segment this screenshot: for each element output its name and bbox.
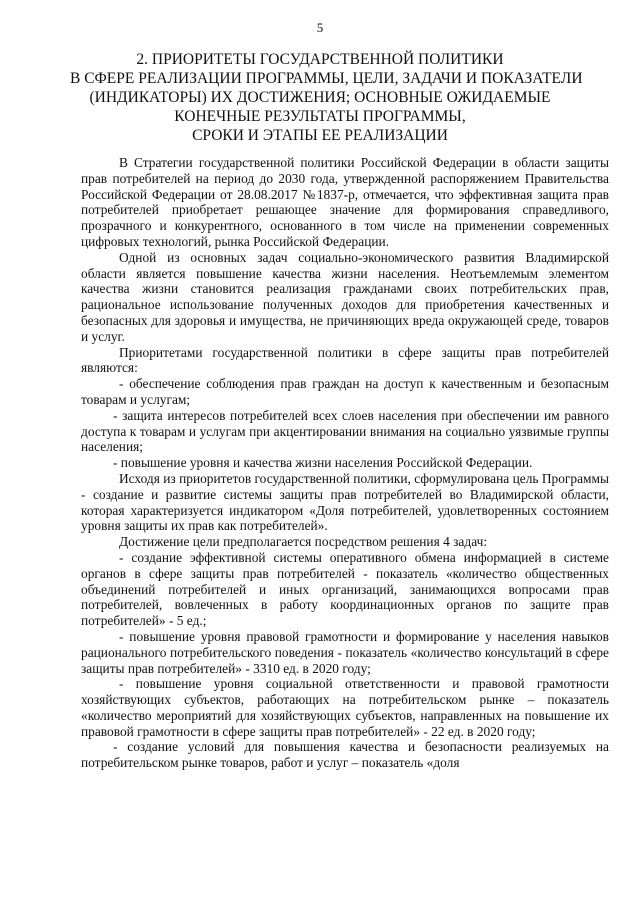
list-item-priority: - защита интересов потребителей всех слоев населения при обеспечении им равного доступа к товарам и услугам при акцентировании внимания на социально уязвимые группы населения; bbox=[81, 407, 609, 455]
list-item-priority: - повышение уровня и качества жизни населения Российской Федерации. bbox=[113, 455, 533, 471]
section-heading bbox=[70, 50, 583, 145]
heading-line: (ИНДИКАТОРЫ) ИХ ДОСТИЖЕНИЯ; ОСНОВНЫЕ ОЖИДАЕМЫЕ bbox=[89, 89, 551, 106]
paragraph-region-tasks: Одной из основных задач социально-экономического развития Владимирской области является повышение качества жизни населения. Неотъемлемым элементом качества жизни становится реализация гражданами своих потребительских прав, рациональное использование полученных доходов для приобретения качественных и безопасных для здоровья и имущества, не причиняющих вреда окружающей среде, товаров и услуг. bbox=[81, 249, 609, 344]
list-item-priority: - обеспечение соблюдения прав граждан на доступ к качественным и безопасным товарам и услугам; bbox=[81, 376, 609, 407]
heading-line: 2. ПРИОРИТЕТЫ ГОСУДАРСТВЕННОЙ ПОЛИТИКИ bbox=[136, 51, 504, 68]
paragraph-strategy: В Стратегии государственной политики Российской Федерации в области защиты прав потребителей на период до 2030 года, утвержденной распоряжением Правительства Российской Федерации от 28.08.2017 №1837-р, отмечается, что эффективная защита прав потребителей приобретает решающее значение для формирования справедливого, прозрачного и конкурентного, основанного в том числе на применении современных цифровых технологий, рынка Российской Федерации. bbox=[81, 155, 609, 249]
list-item-task: - создание эффективной системы оперативного обмена информацией в системе органов в сфере защиты прав потребителей - показатель «количество общественных объединений потребителей и иных организаций, занимающихся вопросами прав потребителей, вовлеченных в работу координационных органов по защите прав потребителей» - 5 ед.; bbox=[81, 549, 609, 629]
paragraph-tasks-intro: Достижение цели предполагается посредством решения 4 задач: bbox=[119, 534, 488, 550]
document-body bbox=[81, 155, 609, 771]
heading-line: КОНЕЧНЫЕ РЕЗУЛЬТАТЫ ПРОГРАММЫ, bbox=[174, 108, 466, 125]
page-number: 5 bbox=[316, 20, 324, 35]
heading-line: В СФЕРЕ РЕАЛИЗАЦИИ ПРОГРАММЫ, ЦЕЛИ, ЗАДАЧИ И ПОКАЗАТЕЛИ bbox=[70, 70, 583, 87]
heading-line: СРОКИ И ЭТАПЫ ЕЕ РЕАЛИЗАЦИИ bbox=[192, 127, 448, 144]
list-item-task: - повышение уровня социальной ответственности и правовой грамотности хозяйствующих субъектов, работающих на потребительском рынке – показатель «количество мероприятий для хозяйствующих субъектов, направленных на повышение их правовой грамотности в сфере защиты прав потребителей» - 22 ед. в 2020 году; bbox=[81, 676, 609, 739]
paragraph-program-goal: Исходя из приоритетов государственной политики, сформулирована цель Программы - создание и развитие системы защиты прав потребителей во Владимирской области, которая характеризуется индикатором «Доля потребителей, удовлетворенных состоянием уровня защиты их прав как потребителей». bbox=[81, 470, 609, 534]
list-item-task: - создание условий для повышения качества и безопасности реализуемых на потребительском рынке товаров, работ и услуг – показатель «доля bbox=[81, 739, 609, 771]
list-item-task: - повышение уровня правовой грамотности и формирование у населения навыков рационального потребительского поведения - показатель «количество консультаций в сфере защиты прав потребителей» - 3310 ед. в 2020 году; bbox=[81, 628, 609, 676]
paragraph-priorities-intro: Приоритетами государственной политики в сфере защиты прав потребителей являются: bbox=[81, 344, 609, 376]
